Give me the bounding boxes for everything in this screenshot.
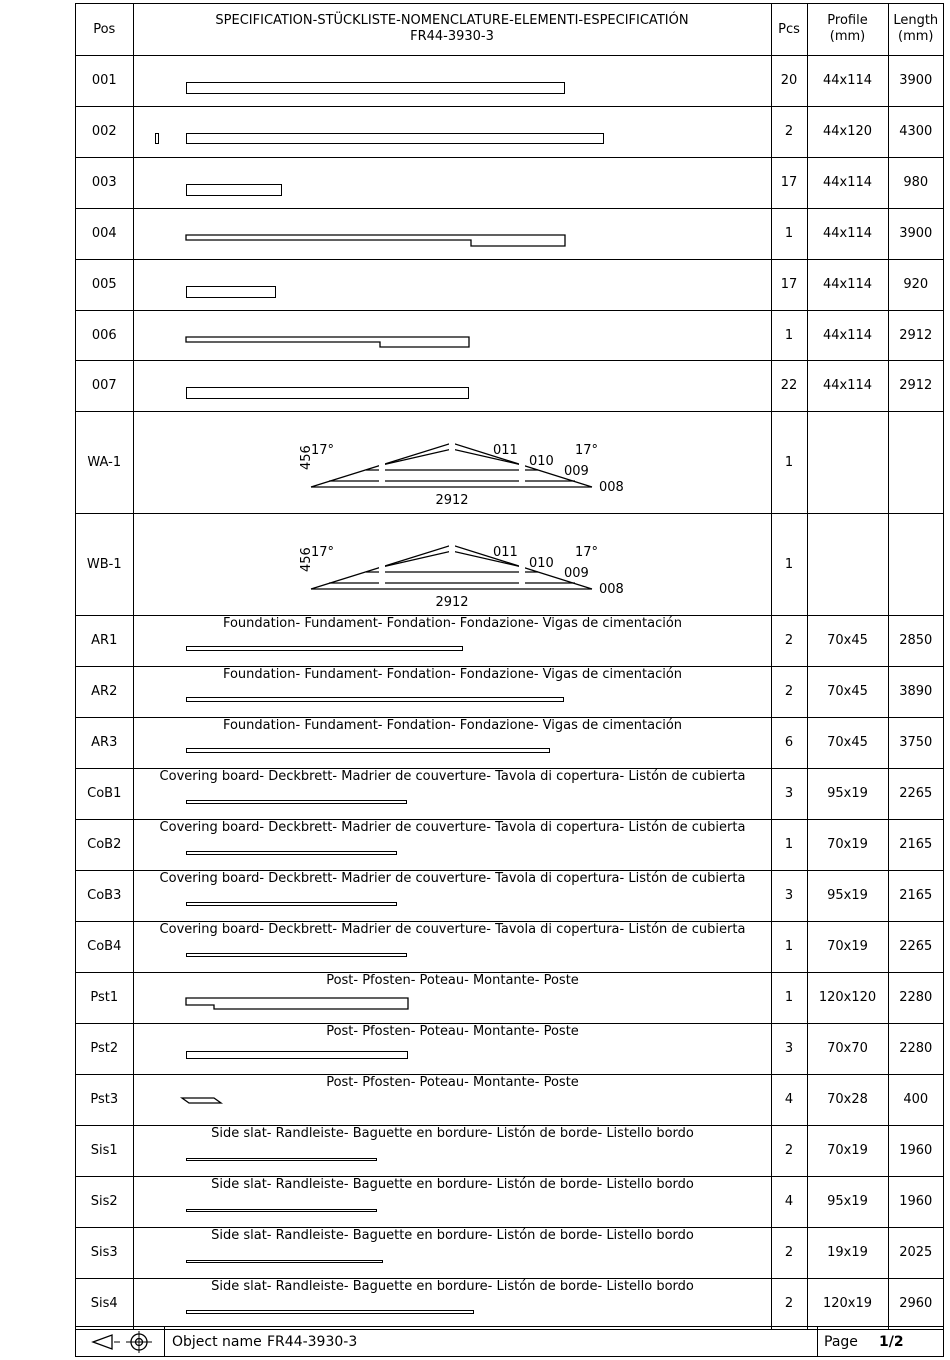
footer-divider (164, 1327, 165, 1357)
row-length: 2960 (888, 1278, 943, 1329)
row-drawing (133, 1023, 771, 1074)
row-description: Side slat- Randleiste- Baguette en bordure- Listón de borde- Listello bordo (211, 1278, 694, 1294)
truss-label: 456 (298, 444, 314, 470)
part-outline (186, 387, 469, 399)
row-description: Side slat- Randleiste- Baguette en bordure- Listón de borde- Listello bordo (211, 1125, 694, 1141)
table-row (76, 1023, 943, 1074)
truss-gusset (379, 563, 385, 585)
row-profile: 70x19 (807, 921, 888, 972)
header-profile (807, 4, 888, 55)
row-drawing (133, 1074, 771, 1125)
row-profile: 95x19 (807, 1176, 888, 1227)
drawing-area (134, 973, 772, 1023)
row-profile: 70x45 (807, 615, 888, 666)
drawing-area (134, 311, 772, 360)
row-profile: 44x120 (807, 106, 888, 157)
row-profile: 120x120 (807, 972, 888, 1023)
truss-label: 2912 (434, 594, 469, 610)
row-length: 4300 (888, 106, 943, 157)
row-length: 1960 (888, 1176, 943, 1227)
table-row (76, 259, 943, 310)
row-pos: CoB3 (76, 870, 133, 921)
row-description: Post- Pfosten- Poteau- Montante- Poste (326, 1074, 579, 1090)
page-label: Page (824, 1334, 858, 1350)
row-description: Side slat- Randleiste- Baguette en bordure- Listón de borde- Listello bordo (211, 1227, 694, 1243)
row-pos: AR3 (76, 717, 133, 768)
row-drawing (133, 717, 771, 768)
table-row (76, 870, 943, 921)
truss-label: 009 (563, 565, 589, 581)
part-outline (186, 1158, 377, 1161)
drawing-area (134, 1126, 772, 1176)
row-length: 2025 (888, 1227, 943, 1278)
table-row (76, 411, 943, 513)
truss-gusset (449, 541, 455, 553)
table-row (76, 1074, 943, 1125)
row-pcs: 3 (771, 768, 807, 819)
row-profile: 70x28 (807, 1074, 888, 1125)
header-length-label: Length (893, 13, 939, 29)
truss-label: 011 (492, 442, 518, 458)
table-row (76, 666, 943, 717)
row-profile: 44x114 (807, 259, 888, 310)
row-pcs: 1 (771, 972, 807, 1023)
truss-drawing (134, 514, 772, 614)
truss-label: 008 (598, 479, 624, 495)
row-pos: CoB1 (76, 768, 133, 819)
drawing-area (134, 514, 772, 615)
table-row (76, 972, 943, 1023)
part-outline (186, 235, 565, 246)
row-pos: Pst2 (76, 1023, 133, 1074)
row-profile: 44x114 (807, 157, 888, 208)
row-profile: 70x19 (807, 819, 888, 870)
header-pos: Pos (76, 4, 133, 55)
row-pcs: 1 (771, 310, 807, 360)
table-row (76, 819, 943, 870)
row-length: 2280 (888, 1023, 943, 1074)
drawing-area (134, 260, 772, 310)
row-profile: 70x45 (807, 717, 888, 768)
row-pos: 002 (76, 106, 133, 157)
truss-label: 010 (528, 453, 554, 469)
row-drawing (133, 55, 771, 106)
footer-divider (817, 1327, 818, 1357)
row-pos: Pst1 (76, 972, 133, 1023)
truss-label: 2912 (434, 492, 469, 508)
drawing-area (134, 56, 772, 106)
row-profile: 95x19 (807, 870, 888, 921)
drawing-area (134, 1177, 772, 1227)
part-outline (186, 286, 276, 298)
row-pcs: 1 (771, 208, 807, 259)
row-pcs: 2 (771, 106, 807, 157)
row-pcs: 3 (771, 870, 807, 921)
row-drawing (133, 360, 771, 411)
spec-title: SPECIFICATION-STÜCKLISTE-NOMENCLATURE-ELEMENTI-ESPECIFICATIÓN (215, 13, 689, 29)
part-outline (186, 1310, 474, 1314)
row-length: 3900 (888, 208, 943, 259)
row-length: 2165 (888, 819, 943, 870)
row-description: Foundation- Fundament- Fondation- Fondazione- Vigas de cimentación (222, 666, 683, 682)
part-outline (186, 748, 550, 753)
row-pcs: 2 (771, 615, 807, 666)
projection-symbol-icon (90, 1330, 152, 1360)
truss-label: 011 (492, 544, 518, 560)
row-length: 980 (888, 157, 943, 208)
table-row (76, 513, 943, 615)
truss-label: 009 (563, 463, 589, 479)
row-description: Covering board- Deckbrett- Madrier de couverture- Tavola di copertura- Listón de cubierta (159, 819, 746, 835)
row-drawing (133, 106, 771, 157)
row-length: 920 (888, 259, 943, 310)
row-pos: Sis1 (76, 1125, 133, 1176)
object-name-value: FR44-3930-3 (267, 1334, 358, 1350)
part-end-section (155, 133, 159, 144)
spec-sheet (75, 3, 944, 1357)
drawing-area (134, 1228, 772, 1278)
part-outline (186, 1209, 377, 1212)
header-length-unit: (mm) (898, 29, 934, 45)
part-outline (186, 697, 564, 702)
row-profile: 44x114 (807, 55, 888, 106)
row-pos: Sis2 (76, 1176, 133, 1227)
row-length (888, 411, 943, 513)
part-outline (186, 1051, 408, 1059)
row-drawing (133, 972, 771, 1023)
truss-label: 17° (310, 544, 334, 560)
row-pos: 001 (76, 55, 133, 106)
row-length: 1960 (888, 1125, 943, 1176)
part-outline (186, 133, 604, 144)
row-pcs: 1 (771, 513, 807, 615)
row-drawing (133, 1176, 771, 1227)
row-pcs: 6 (771, 717, 807, 768)
spec-code: FR44-3930-3 (410, 29, 494, 45)
truss-label: 008 (598, 581, 624, 597)
truss-gusset (449, 439, 455, 451)
part-sketch (134, 311, 772, 361)
row-length: 2265 (888, 921, 943, 972)
row-description: Covering board- Deckbrett- Madrier de couverture- Tavola di copertura- Listón de cubierta (159, 921, 746, 937)
row-length: 2165 (888, 870, 943, 921)
row-pos: CoB4 (76, 921, 133, 972)
row-length: 3900 (888, 55, 943, 106)
row-pos: Pst3 (76, 1074, 133, 1125)
drawing-area (134, 718, 772, 768)
row-drawing (133, 208, 771, 259)
table-row (76, 1125, 943, 1176)
row-length (888, 513, 943, 615)
row-drawing (133, 819, 771, 870)
part-sketch (134, 209, 772, 260)
row-drawing (133, 921, 771, 972)
row-pcs: 1 (771, 411, 807, 513)
row-pcs: 3 (771, 1023, 807, 1074)
row-pcs: 17 (771, 157, 807, 208)
row-length: 400 (888, 1074, 943, 1125)
row-pcs: 22 (771, 360, 807, 411)
row-drawing (133, 768, 771, 819)
row-profile: 70x19 (807, 1125, 888, 1176)
row-drawing (133, 411, 771, 513)
truss-label: 456 (298, 546, 314, 572)
header-profile-unit: (mm) (829, 29, 866, 45)
part-outline (186, 337, 469, 347)
row-length: 3750 (888, 717, 943, 768)
drawing-area (134, 667, 772, 717)
row-drawing (133, 157, 771, 208)
row-pos: Sis4 (76, 1278, 133, 1329)
row-length: 3890 (888, 666, 943, 717)
table-row (76, 768, 943, 819)
part-outline (186, 851, 397, 855)
header-pcs: Pcs (771, 4, 807, 55)
page-number: 1/2 (879, 1334, 904, 1350)
row-pcs: 1 (771, 921, 807, 972)
row-profile (807, 411, 888, 513)
table-row (76, 208, 943, 259)
table-row (76, 921, 943, 972)
header-row (76, 4, 943, 55)
row-drawing (133, 870, 771, 921)
row-profile (807, 513, 888, 615)
truss-label: 17° (574, 544, 598, 560)
row-pcs: 2 (771, 1125, 807, 1176)
row-pos: 005 (76, 259, 133, 310)
row-pos: 003 (76, 157, 133, 208)
row-description: Foundation- Fundament- Fondation- Fondazione- Vigas de cimentación (222, 717, 683, 733)
row-length: 2850 (888, 615, 943, 666)
row-pcs: 17 (771, 259, 807, 310)
table-row (76, 1227, 943, 1278)
drawing-area (134, 616, 772, 666)
row-pcs: 1 (771, 819, 807, 870)
row-profile: 44x114 (807, 208, 888, 259)
row-pcs: 20 (771, 55, 807, 106)
table-row (76, 1176, 943, 1227)
row-length: 2912 (888, 360, 943, 411)
truss-label: 17° (310, 442, 334, 458)
drawing-area (134, 1024, 772, 1074)
row-description: Covering board- Deckbrett- Madrier de couverture- Tavola di copertura- Listón de cubierta (159, 870, 746, 886)
part-outline (186, 82, 565, 94)
row-profile: 44x114 (807, 310, 888, 360)
part-sketch (134, 973, 772, 1024)
table-row (76, 310, 943, 360)
row-drawing (133, 310, 771, 360)
drawing-area (134, 871, 772, 921)
row-description: Covering board- Deckbrett- Madrier de couverture- Tavola di copertura- Listón de cubierta (159, 768, 746, 784)
drawing-area (134, 209, 772, 259)
drawing-area (134, 1279, 772, 1329)
header-title (133, 4, 771, 55)
table-row (76, 55, 943, 106)
row-pos: WB-1 (76, 513, 133, 615)
title-block (76, 1326, 943, 1357)
row-pcs: 2 (771, 666, 807, 717)
row-pos: AR1 (76, 615, 133, 666)
table-row (76, 615, 943, 666)
truss-gusset (519, 563, 525, 585)
row-profile: 120x19 (807, 1278, 888, 1329)
row-pcs: 2 (771, 1227, 807, 1278)
row-pos: Sis3 (76, 1227, 133, 1278)
row-drawing (133, 1227, 771, 1278)
truss-label: 010 (528, 555, 554, 571)
row-description: Foundation- Fundament- Fondation- Fondazione- Vigas de cimentación (222, 615, 683, 631)
part-outline (186, 998, 408, 1009)
row-pos: WA-1 (76, 411, 133, 513)
row-pcs: 4 (771, 1176, 807, 1227)
row-pos: 006 (76, 310, 133, 360)
table-row (76, 360, 943, 411)
row-profile: 70x45 (807, 666, 888, 717)
row-length: 2280 (888, 972, 943, 1023)
row-profile: 44x114 (807, 360, 888, 411)
row-profile: 70x70 (807, 1023, 888, 1074)
part-outline (186, 1260, 383, 1263)
row-length: 2265 (888, 768, 943, 819)
drawing-area (134, 107, 772, 157)
drawing-area (134, 361, 772, 411)
table-row (76, 1278, 943, 1329)
row-description: Side slat- Randleiste- Baguette en bordure- Listón de borde- Listello bordo (211, 1176, 694, 1192)
row-description: Post- Pfosten- Poteau- Montante- Poste (326, 1023, 579, 1039)
part-outline (186, 902, 397, 906)
drawing-area (134, 922, 772, 972)
row-description: Post- Pfosten- Poteau- Montante- Poste (326, 972, 579, 988)
row-drawing (133, 615, 771, 666)
row-profile: 19x19 (807, 1227, 888, 1278)
row-drawing (133, 259, 771, 310)
part-outline (186, 184, 282, 196)
header-profile-label: Profile (827, 13, 868, 29)
row-pos: 007 (76, 360, 133, 411)
row-drawing (133, 666, 771, 717)
table-row (76, 157, 943, 208)
truss-gusset (519, 461, 525, 483)
row-pcs: 4 (771, 1074, 807, 1125)
spec-table (76, 4, 943, 1330)
truss-label: 17° (574, 442, 598, 458)
header-length (888, 4, 943, 55)
row-length: 2912 (888, 310, 943, 360)
object-name-label: Object name (172, 1334, 262, 1350)
row-pos: 004 (76, 208, 133, 259)
row-pcs: 2 (771, 1278, 807, 1329)
drawing-area (134, 1075, 772, 1125)
row-pos: CoB2 (76, 819, 133, 870)
table-row (76, 106, 943, 157)
part-outline (186, 800, 407, 804)
row-drawing (133, 513, 771, 615)
row-profile: 95x19 (807, 768, 888, 819)
part-outline (182, 1098, 221, 1103)
drawing-area (134, 158, 772, 208)
part-outline (186, 953, 407, 957)
drawing-area (134, 820, 772, 870)
truss-gusset (379, 461, 385, 483)
part-outline (186, 646, 463, 651)
row-drawing (133, 1278, 771, 1329)
truss-drawing (134, 412, 772, 512)
table-row (76, 717, 943, 768)
row-pos: AR2 (76, 666, 133, 717)
row-drawing (133, 1125, 771, 1176)
drawing-area (134, 769, 772, 819)
drawing-area (134, 412, 772, 513)
